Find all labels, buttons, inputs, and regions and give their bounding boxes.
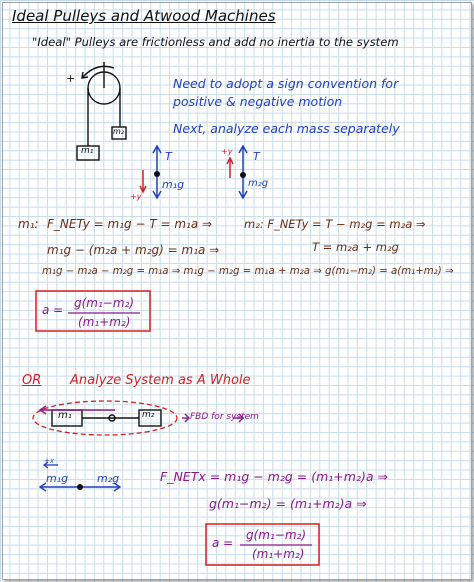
result1-numerator: g(m₁−m₂) (74, 296, 135, 310)
result1-lhs: a = (42, 303, 64, 317)
fbd1-tension-label: T (165, 150, 172, 163)
fbd2-tension-label: T (253, 150, 260, 163)
system-eq1: F_NETx = m₁g − m₂g = (m₁+m₂)a ⇒ (160, 469, 388, 484)
mass2-eq2: T = m₂a + m₂g (312, 240, 399, 254)
or-label: OR (22, 373, 42, 388)
result1-denominator: (m₁+m₂) (78, 315, 131, 329)
system-fbd-direction: +x (44, 457, 55, 465)
mass1-eq3: m₁g − m₂a − m₂g = m₁a ⇒ m₁g − m₂g = m₁a + m₂a ⇒ g(m₁−m₂) = a(m₁+m₂) ⇒ (42, 266, 454, 277)
page-title: Ideal Pulleys and Atwood Machines (12, 7, 276, 25)
result2-numerator: g(m₁−m₂) (246, 528, 307, 542)
sign-convention-note-line1: Need to adopt a sign convention for (173, 76, 399, 91)
system-eq2: g(m₁−m₂) = (m₁+m₂)a ⇒ (209, 496, 367, 511)
plus-sign: + (66, 72, 76, 85)
result2-denominator: (m₁+m₂) (252, 547, 305, 561)
system-heading: Analyze System as A Whole (70, 373, 251, 388)
mass1-label: m₁: (18, 217, 39, 231)
system-mass-2-label: m₂ (142, 410, 155, 420)
fbd1-direction-label: +y (130, 192, 142, 201)
mass2-eq1: m₂: F_NETy = T − m₂g = m₂a ⇒ (244, 217, 426, 231)
result2-lhs: a = (212, 536, 234, 550)
fbd2-weight-label: m₂g (248, 178, 269, 189)
mass1-eq2: m₁g − (m₂a + m₂g) = m₁a ⇒ (47, 243, 220, 257)
system-fbd-right-force: m₂g (97, 472, 120, 485)
sign-convention-note-line2: positive & negative motion (173, 94, 343, 109)
mass-1-label: m₁ (81, 146, 94, 156)
next-step-note: Next, analyze each mass separately (173, 121, 400, 136)
system-mass-1-label: m₁ (58, 410, 72, 421)
fbd1-weight-label: m₁g (162, 178, 185, 191)
system-fbd-left-force: m₁g (46, 472, 69, 485)
mass1-eq1: F_NETy = m₁g − T = m₁a ⇒ (47, 217, 213, 231)
subtitle: "Ideal" Pulleys are frictionless and add no inertia to the system (32, 35, 399, 49)
fbd-system-note: FBD for system (190, 412, 259, 422)
mass-2-label: m₂ (113, 127, 124, 136)
fbd2-direction-label: +y (221, 147, 233, 156)
